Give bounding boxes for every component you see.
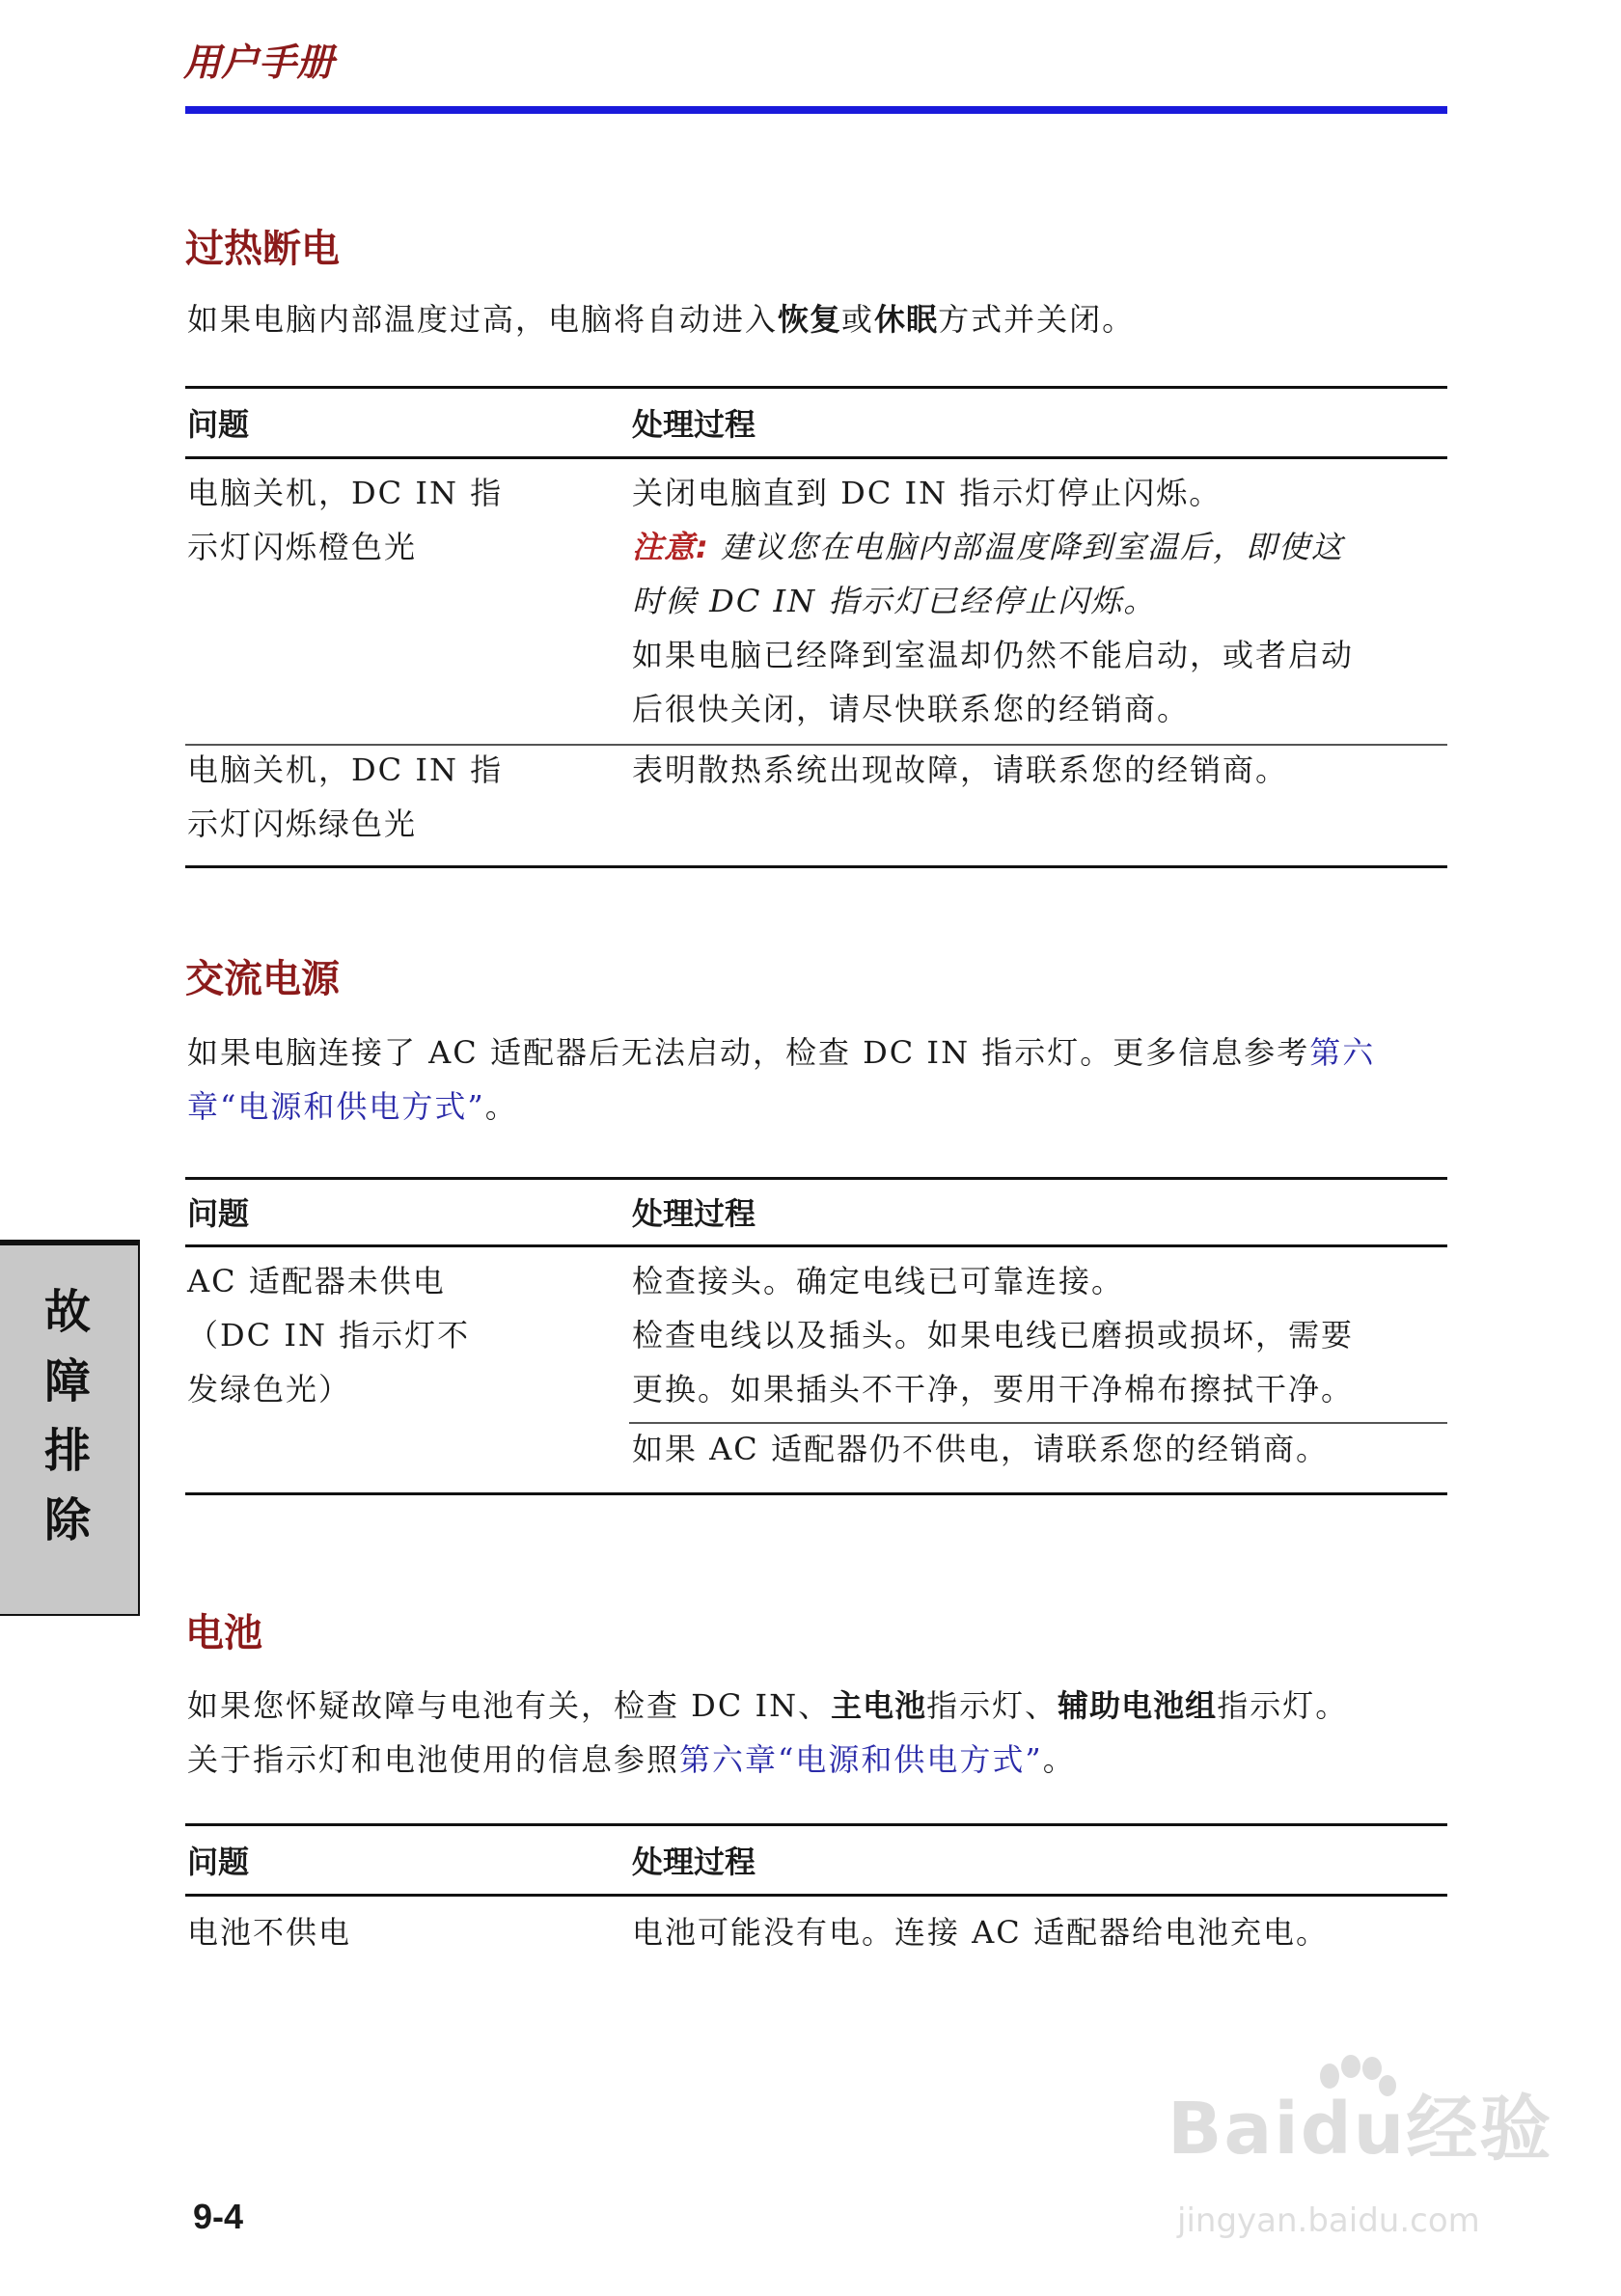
section-heading-overheat: 过热断电 [185, 227, 340, 271]
side-tab-char: 排 [43, 1424, 91, 1478]
side-tab-char: 除 [43, 1493, 91, 1547]
running-header: 用户手册 [183, 41, 335, 85]
overheat-intro: 如果电脑内部温度过高，电脑将自动进入恢复或休眠方式并关闭。 [187, 301, 1136, 338]
page-number: 9-4 [193, 2197, 244, 2236]
watermark-brand: Baidu经验 [1168, 2088, 1553, 2171]
table1-row2-problem: 电脑关机，DC IN 指 示灯闪烁绿色光 [187, 752, 504, 842]
table1-row1-procedure: 关闭电脑直到 DC IN 指示灯停止闪烁。 注意: 建议您在电脑内部温度降到室温后，即使这 时候 DC IN 指示灯已经停止闪烁。 如果电脑已经降到室温却仍然不能启动，或者启动 后很快关闭，请尽快联系您的经销商。 [632, 475, 1355, 727]
table3-header-rule [185, 1894, 1447, 1897]
bold-hibernate: 休眠 [874, 301, 939, 338]
header-rule [185, 106, 1447, 114]
table2-header-rule [185, 1244, 1447, 1247]
table1-header-procedure: 处理过程 [632, 406, 756, 443]
side-tab-char: 故 [43, 1285, 91, 1339]
note-label: 注意: [632, 529, 709, 565]
table2-procedure-last: 如果 AC 适配器仍不供电，请联系您的经销商。 [632, 1431, 1329, 1467]
section-heading-battery: 电池 [185, 1611, 262, 1655]
table1-header-problem: 问题 [187, 406, 250, 443]
baidu-watermark [1158, 2055, 1563, 2257]
watermark-url: jingyan.baidu.com [1177, 2201, 1480, 2240]
table3-problem: 电池不供电 [187, 1914, 352, 1951]
bold-secondary-battery: 辅助电池组 [1058, 1687, 1218, 1724]
table2-procedure: 检查接头。确定电线已可靠连接。 检查电线以及插头。如果电线已磨损或损坏，需要 更换。如果插头不干净，要用干净棉布擦拭干净。 [632, 1263, 1355, 1408]
chapter-side-tab [0, 1240, 140, 1616]
table2-bottom-rule [185, 1492, 1447, 1495]
side-tab-char: 障 [43, 1354, 91, 1408]
table2-problem: AC 适配器未供电 （DC IN 指示灯不 发绿色光） [187, 1263, 471, 1408]
chapter6-link-cont[interactable]: 章“电源和供电方式” [187, 1088, 485, 1125]
table2-header-problem: 问题 [187, 1195, 250, 1232]
table3-header-procedure: 处理过程 [632, 1844, 756, 1880]
bold-resume: 恢复 [778, 301, 842, 338]
table1-row1-problem: 电脑关机，DC IN 指 示灯闪烁橙色光 [187, 475, 504, 565]
table2-header-procedure: 处理过程 [632, 1195, 756, 1232]
ac-power-intro: 如果电脑连接了 AC 适配器后无法启动，检查 DC IN 指示灯。更多信息参考第六 章“电源和供电方式”。 [187, 1034, 1376, 1125]
table2-top-rule [185, 1177, 1447, 1180]
table3-top-rule [185, 1823, 1447, 1826]
battery-intro: 如果您怀疑故障与电池有关，检查 DC IN、主电池指示灯、辅助电池组指示灯。 关于指示灯和电池使用的信息参照第六章“电源和供电方式”。 [187, 1687, 1349, 1778]
bold-main-battery: 主电池 [831, 1687, 927, 1724]
table1-header-rule [185, 456, 1447, 459]
table3-procedure: 电池可能没有电。连接 AC 适配器给电池充电。 [632, 1914, 1329, 1951]
section-heading-ac-power: 交流电源 [185, 957, 340, 1001]
table3-header-problem: 问题 [187, 1844, 250, 1880]
table1-row2-procedure: 表明散热系统出现故障，请联系您的经销商。 [632, 752, 1289, 788]
chapter6-link-battery[interactable]: 第六章“电源和供电方式” [679, 1741, 1043, 1778]
table1-bottom-rule [185, 865, 1447, 868]
table1-top-rule [185, 386, 1447, 389]
chapter6-link[interactable]: 第六 [1309, 1034, 1376, 1071]
